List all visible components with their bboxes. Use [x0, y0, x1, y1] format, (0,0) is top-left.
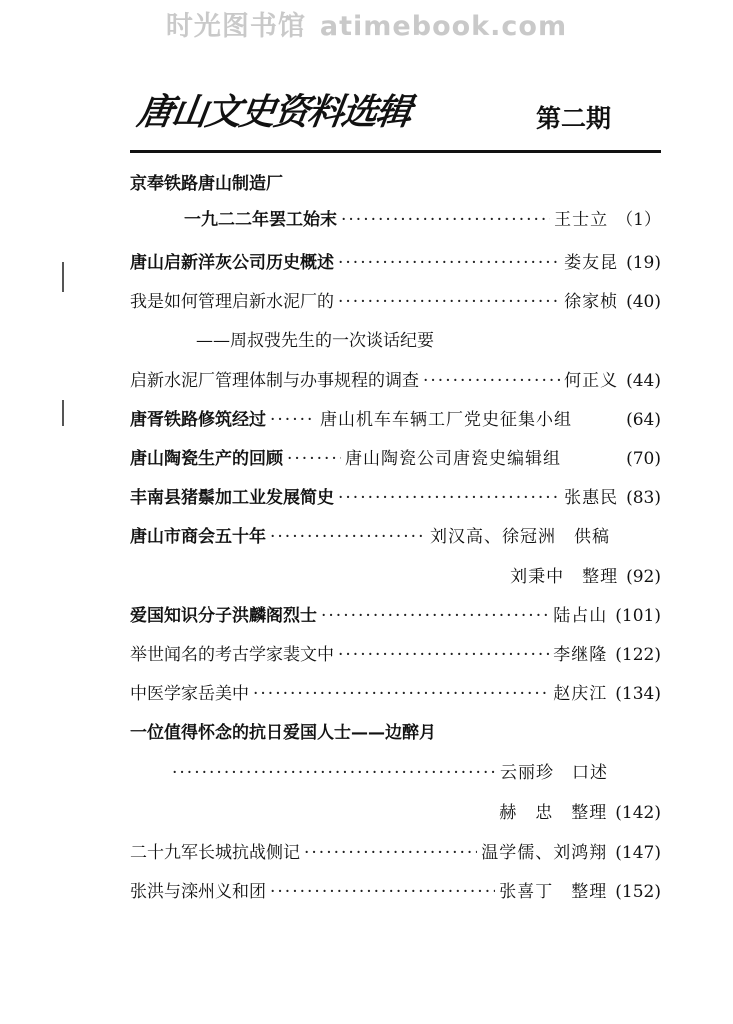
- toc-entry-author: 唐山陶瓷公司唐瓷史编辑组: [345, 449, 561, 469]
- watermark-cn: 时光图书馆: [165, 11, 306, 42]
- toc-entry-author: 徐家桢: [564, 292, 619, 312]
- toc-entry-title: 二十九军长城抗战侧记: [130, 843, 300, 863]
- toc-entry-title[interactable]: 京奉铁路唐山制造厂: [130, 174, 283, 194]
- toc-entry-title: 唐山市商会五十年: [130, 527, 266, 547]
- leader-dots: [172, 761, 496, 785]
- toc-entry-author: 赫 忠 整理: [499, 803, 608, 823]
- toc-entry-page: (44): [626, 371, 661, 391]
- leader-dots: [270, 880, 495, 904]
- leader-dots: [338, 290, 560, 314]
- toc-entry[interactable]: [130, 525, 610, 549]
- toc-entry-author: 王士立: [554, 210, 609, 230]
- toc-entry-title: 唐山启新洋灰公司历史概述: [130, 253, 334, 273]
- issue-number: 第二期: [536, 104, 612, 133]
- toc-entry[interactable]: [130, 841, 661, 865]
- toc-entry-title: 唐山陶瓷生产的回顾: [130, 449, 283, 469]
- toc-entry[interactable]: [130, 251, 661, 275]
- toc-entry-title[interactable]: 一位值得怀念的抗日爱国人士——边醉月: [130, 723, 436, 743]
- toc-entry-page: (142): [615, 803, 661, 823]
- toc-entry-page: (122): [615, 645, 661, 665]
- toc-entry-page: (152): [615, 882, 661, 902]
- toc-entry-title: 举世闻名的考古学家裴文中: [130, 645, 334, 665]
- toc-entry[interactable]: [130, 486, 661, 510]
- toc-entry-title: 我是如何管理启新水泥厂的: [130, 292, 334, 312]
- toc-entry[interactable]: [184, 208, 661, 232]
- leader-dots: [338, 643, 549, 667]
- toc-entry-title: 张洪与滦州义和团: [130, 882, 266, 902]
- toc-entry[interactable]: [130, 682, 661, 706]
- leader-dots: [270, 408, 316, 432]
- publication-title: 唐山文史资料选辑: [134, 91, 413, 133]
- toc-entry-page: (92): [626, 567, 661, 587]
- watermark-url: atimebook.com: [319, 11, 568, 42]
- leader-dots: [253, 682, 549, 706]
- toc-entry-page: (70): [626, 449, 661, 469]
- toc-entry[interactable]: [130, 880, 661, 904]
- toc-entry-title: 丰南县猪鬃加工业发展简史: [130, 488, 334, 508]
- toc-entry-author: 李继隆: [553, 645, 608, 665]
- toc-entry-author: 云丽珍 口述: [500, 763, 608, 783]
- leader-dots: [338, 251, 560, 275]
- toc-entry-author: 陆占山: [553, 606, 608, 626]
- toc-entry-author: 娄友昆: [564, 253, 619, 273]
- toc-entry-subtitle: ——周叔弢先生的一次谈话纪要: [196, 331, 434, 351]
- leader-dots: [287, 447, 341, 471]
- toc-entry-author: 唐山机车车辆工厂党史征集小组: [320, 410, 572, 430]
- toc-entry-page: (134): [615, 684, 661, 704]
- toc-entry-title: 爱国知识分子洪麟阁烈士: [130, 606, 317, 626]
- toc-entry-continuation[interactable]: [172, 761, 608, 785]
- toc-entry-author: 温学儒、刘鸿翔: [481, 843, 608, 863]
- toc-entry-page: (40): [626, 292, 661, 312]
- leader-dots: [270, 525, 426, 549]
- leader-dots: [321, 604, 549, 628]
- toc-entry[interactable]: [130, 290, 661, 314]
- leader-dots: [341, 208, 550, 232]
- toc-entry-page: (19): [626, 253, 661, 273]
- toc-entry-page: (147): [615, 843, 661, 863]
- toc-entry[interactable]: [130, 369, 661, 393]
- toc-entry[interactable]: [130, 447, 661, 471]
- toc-entry-page: (101): [615, 606, 661, 626]
- leader-dots: [338, 486, 560, 510]
- toc-entry-author: 刘汉高、徐冠洲 供稿: [430, 527, 610, 547]
- toc-entry-title: 唐胥铁路修筑经过: [130, 410, 266, 430]
- toc-entry-author: 何正义: [564, 371, 619, 391]
- toc-entry-page: （1）: [616, 210, 661, 230]
- toc-entry-title: 一九二二年罢工始末: [184, 210, 337, 230]
- toc-entry[interactable]: [130, 643, 661, 667]
- toc-entry[interactable]: [130, 604, 661, 628]
- toc-entry-continuation[interactable]: [488, 565, 661, 589]
- toc-entry-author: 张喜丁 整理: [499, 882, 608, 902]
- toc-entry-continuation[interactable]: [472, 801, 661, 825]
- toc-entry-author: 张惠民: [564, 488, 619, 508]
- toc-entry-page: (64): [626, 410, 661, 430]
- toc-entry-title: 中医学家岳美中: [130, 684, 249, 704]
- toc-entry[interactable]: [130, 408, 661, 432]
- toc-entry-page: (83): [626, 488, 661, 508]
- toc-entry-author: 赵庆江: [553, 684, 608, 704]
- toc-entry-title: 启新水泥厂管理体制与办事规程的调查: [130, 371, 419, 391]
- leader-dots: [304, 841, 477, 865]
- toc-entry-author: 刘秉中 整理: [510, 567, 619, 587]
- leader-dots: [423, 369, 560, 393]
